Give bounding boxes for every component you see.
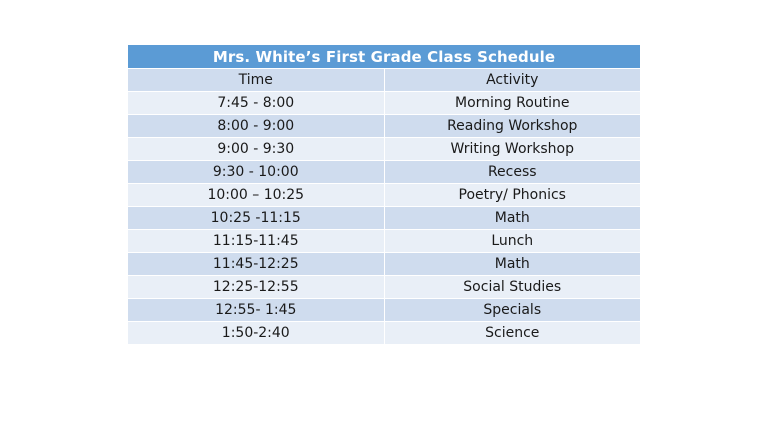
table-row xyxy=(128,161,640,184)
activity-cell: Social Studies xyxy=(384,276,640,299)
table-row xyxy=(128,184,640,207)
time-cell: 10:00 – 10:25 xyxy=(128,184,384,207)
schedule-title: Mrs. White’s First Grade Class Schedule xyxy=(128,45,640,69)
activity-cell: Lunch xyxy=(384,230,640,253)
class-schedule-table xyxy=(128,45,640,345)
table-row xyxy=(128,322,640,345)
activity-cell: Recess xyxy=(384,161,640,184)
title-row xyxy=(128,45,640,69)
activity-cell: Poetry/ Phonics xyxy=(384,184,640,207)
time-cell: 1:50-2:40 xyxy=(128,322,384,345)
header-time: Time xyxy=(128,69,384,92)
table-row xyxy=(128,207,640,230)
time-cell: 9:30 - 10:00 xyxy=(128,161,384,184)
time-cell: 12:55- 1:45 xyxy=(128,299,384,322)
table-row xyxy=(128,276,640,299)
table-row xyxy=(128,299,640,322)
header-activity: Activity xyxy=(384,69,640,92)
time-cell: 10:25 -11:15 xyxy=(128,207,384,230)
header-row xyxy=(128,69,640,92)
time-cell: 11:45-12:25 xyxy=(128,253,384,276)
time-cell: 9:00 - 9:30 xyxy=(128,138,384,161)
activity-cell: Writing Workshop xyxy=(384,138,640,161)
time-cell: 12:25-12:55 xyxy=(128,276,384,299)
table-row xyxy=(128,253,640,276)
table-row xyxy=(128,92,640,115)
activity-cell: Math xyxy=(384,253,640,276)
time-cell: 11:15-11:45 xyxy=(128,230,384,253)
activity-cell: Science xyxy=(384,322,640,345)
table-row xyxy=(128,138,640,161)
time-cell: 7:45 - 8:00 xyxy=(128,92,384,115)
table-row xyxy=(128,115,640,138)
activity-cell: Specials xyxy=(384,299,640,322)
activity-cell: Morning Routine xyxy=(384,92,640,115)
table-row xyxy=(128,230,640,253)
activity-cell: Reading Workshop xyxy=(384,115,640,138)
time-cell: 8:00 - 9:00 xyxy=(128,115,384,138)
activity-cell: Math xyxy=(384,207,640,230)
